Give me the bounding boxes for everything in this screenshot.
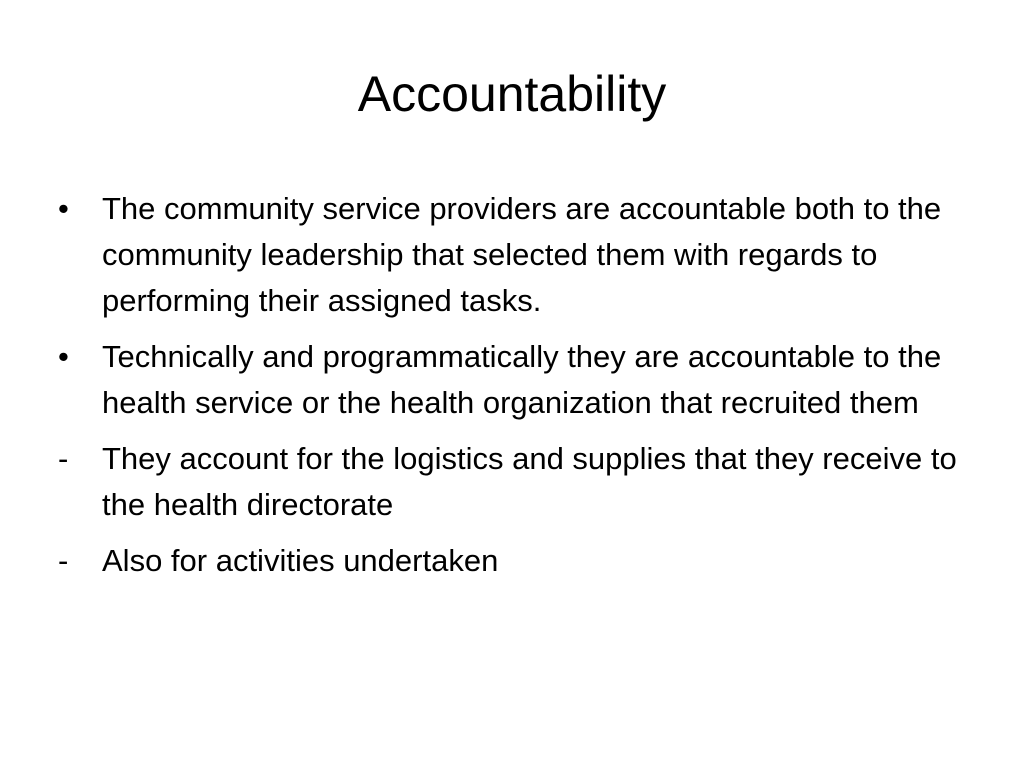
bullet-marker: • [58, 339, 69, 374]
list-item-text: The community service providers are accountable both to the community leadership that selected them with regards to performing their assigned tasks. [102, 191, 942, 318]
list-item-text: They account for the logistics and supplies that they receive to the health directorate [102, 441, 957, 522]
bullet-marker: • [58, 191, 69, 226]
slide-title: Accountability [357, 66, 667, 122]
slide-content-list [58, 186, 978, 594]
dash-marker: - [58, 441, 69, 476]
list-item [58, 436, 978, 528]
list-item [58, 334, 978, 426]
list-item [58, 186, 978, 324]
dash-marker: - [58, 543, 69, 578]
list-item [58, 538, 978, 584]
list-item-text: Also for activities undertaken [102, 543, 499, 578]
list-item-text: Technically and programmatically they are accountable to the health service or the health organization that recruited them [102, 339, 942, 420]
